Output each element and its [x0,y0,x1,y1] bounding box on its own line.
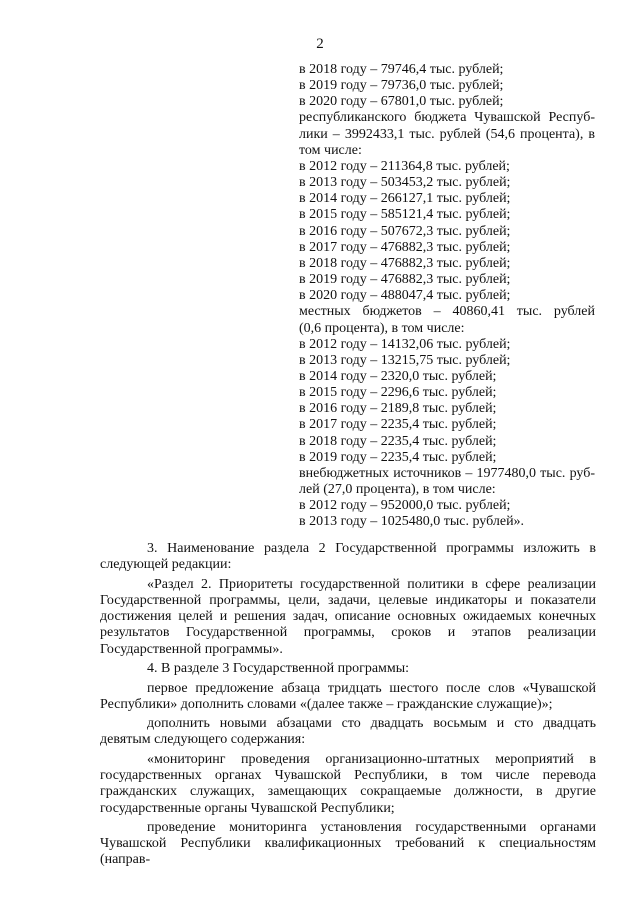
paragraph: «Раздел 2. Приоритеты государственной политики в сфере реализации Государственной программы, цели, задачи, целевые индикаторы и показатели достижения целей и решения задач, описание основных ожидаемых конечных результатов Государственной программы, сроков и этапов реализации Государственной программы». [100,576,596,657]
funding-line: в 2013 году – 13215,75 тыс. рублей; [299,352,511,368]
funding-line: в 2019 году – 79736,0 тыс. рублей; [299,78,504,94]
funding-line: в 2016 году – 2189,8 тыс. рублей; [299,401,497,417]
funding-line: в 2020 году – 67801,0 тыс. рублей; [299,94,504,110]
funding-line: в 2020 году – 488047,4 тыс. рублей; [299,288,511,304]
funding-line: в 2018 году – 2235,4 тыс. рублей; [299,433,497,449]
funding-line: (0,6 процента), в том числе: [299,320,465,336]
funding-column [299,62,595,531]
paragraph: первое предложение абзаца тридцать шестого после слов «Чувашской Республики» дополнить словами «(далее также – гражданские служащие)»; [100,680,596,712]
page-number: 2 [316,36,324,52]
funding-line: в 2015 году – 585121,4 тыс. рублей; [299,207,511,223]
funding-line: в 2013 году – 1025480,0 тыс. рублей». [299,514,525,530]
funding-line: в 2019 году – 2235,4 тыс. рублей; [299,449,497,465]
funding-line: лей (27,0 процента), в том числе: [299,482,496,498]
funding-line: в 2014 году – 266127,1 тыс. рублей; [299,191,511,207]
paragraph: 4. В разделе 3 Государственной программы: [147,661,410,677]
funding-line: внебюджетных источников – 1977480,0 тыс. руб- [299,465,595,481]
funding-line: в 2012 году – 14132,06 тыс. рублей; [299,336,511,352]
funding-line: в 2012 году – 211364,8 тыс. рублей; [299,158,510,174]
paragraph: 3. Наименование раздела 2 Государственной программы изложить в следующей редакции: [100,541,596,573]
document-body [100,541,596,872]
funding-line: в 2015 году – 2296,6 тыс. рублей; [299,385,497,401]
funding-line: в 2019 году – 476882,3 тыс. рублей; [299,272,511,288]
funding-line: в 2017 году – 476882,3 тыс. рублей; [299,239,511,255]
funding-line: в 2013 году – 503453,2 тыс. рублей; [299,175,511,191]
funding-line: в 2014 году – 2320,0 тыс. рублей; [299,368,497,384]
funding-line: в 2017 году – 2235,4 тыс. рублей; [299,417,497,433]
paragraph: «мониторинг проведения организационно-штатных мероприятий в государственных органах Чувашской Республики, в том числе перевода гражданских служащих, замещающих сокращаемые должности, в другие государственные органы Чувашской Республики; [100,751,596,816]
funding-line: в 2018 году – 79746,4 тыс. рублей; [299,62,504,77]
funding-line: в 2012 году – 952000,0 тыс. рублей; [299,498,511,514]
paragraph: проведение мониторинга установления государственными органами Чувашской Республики квалификационных требований к специальностям (направ- [100,820,596,868]
funding-line: в 2018 году – 476882,3 тыс. рублей; [299,255,511,271]
funding-line: лики – 3992433,1 тыс. рублей (54,6 процента), в [299,126,595,142]
funding-line: в 2016 году – 507672,3 тыс. рублей; [299,223,511,239]
funding-line: том числе: [299,142,362,158]
paragraph: дополнить новыми абзацами сто двадцать восьмым и сто двадцать девятым следующего содержания: [100,716,596,748]
funding-line: местных бюджетов – 40860,41 тыс. рублей [299,304,595,320]
funding-line: республиканского бюджета Чувашской Респуб- [299,110,595,126]
